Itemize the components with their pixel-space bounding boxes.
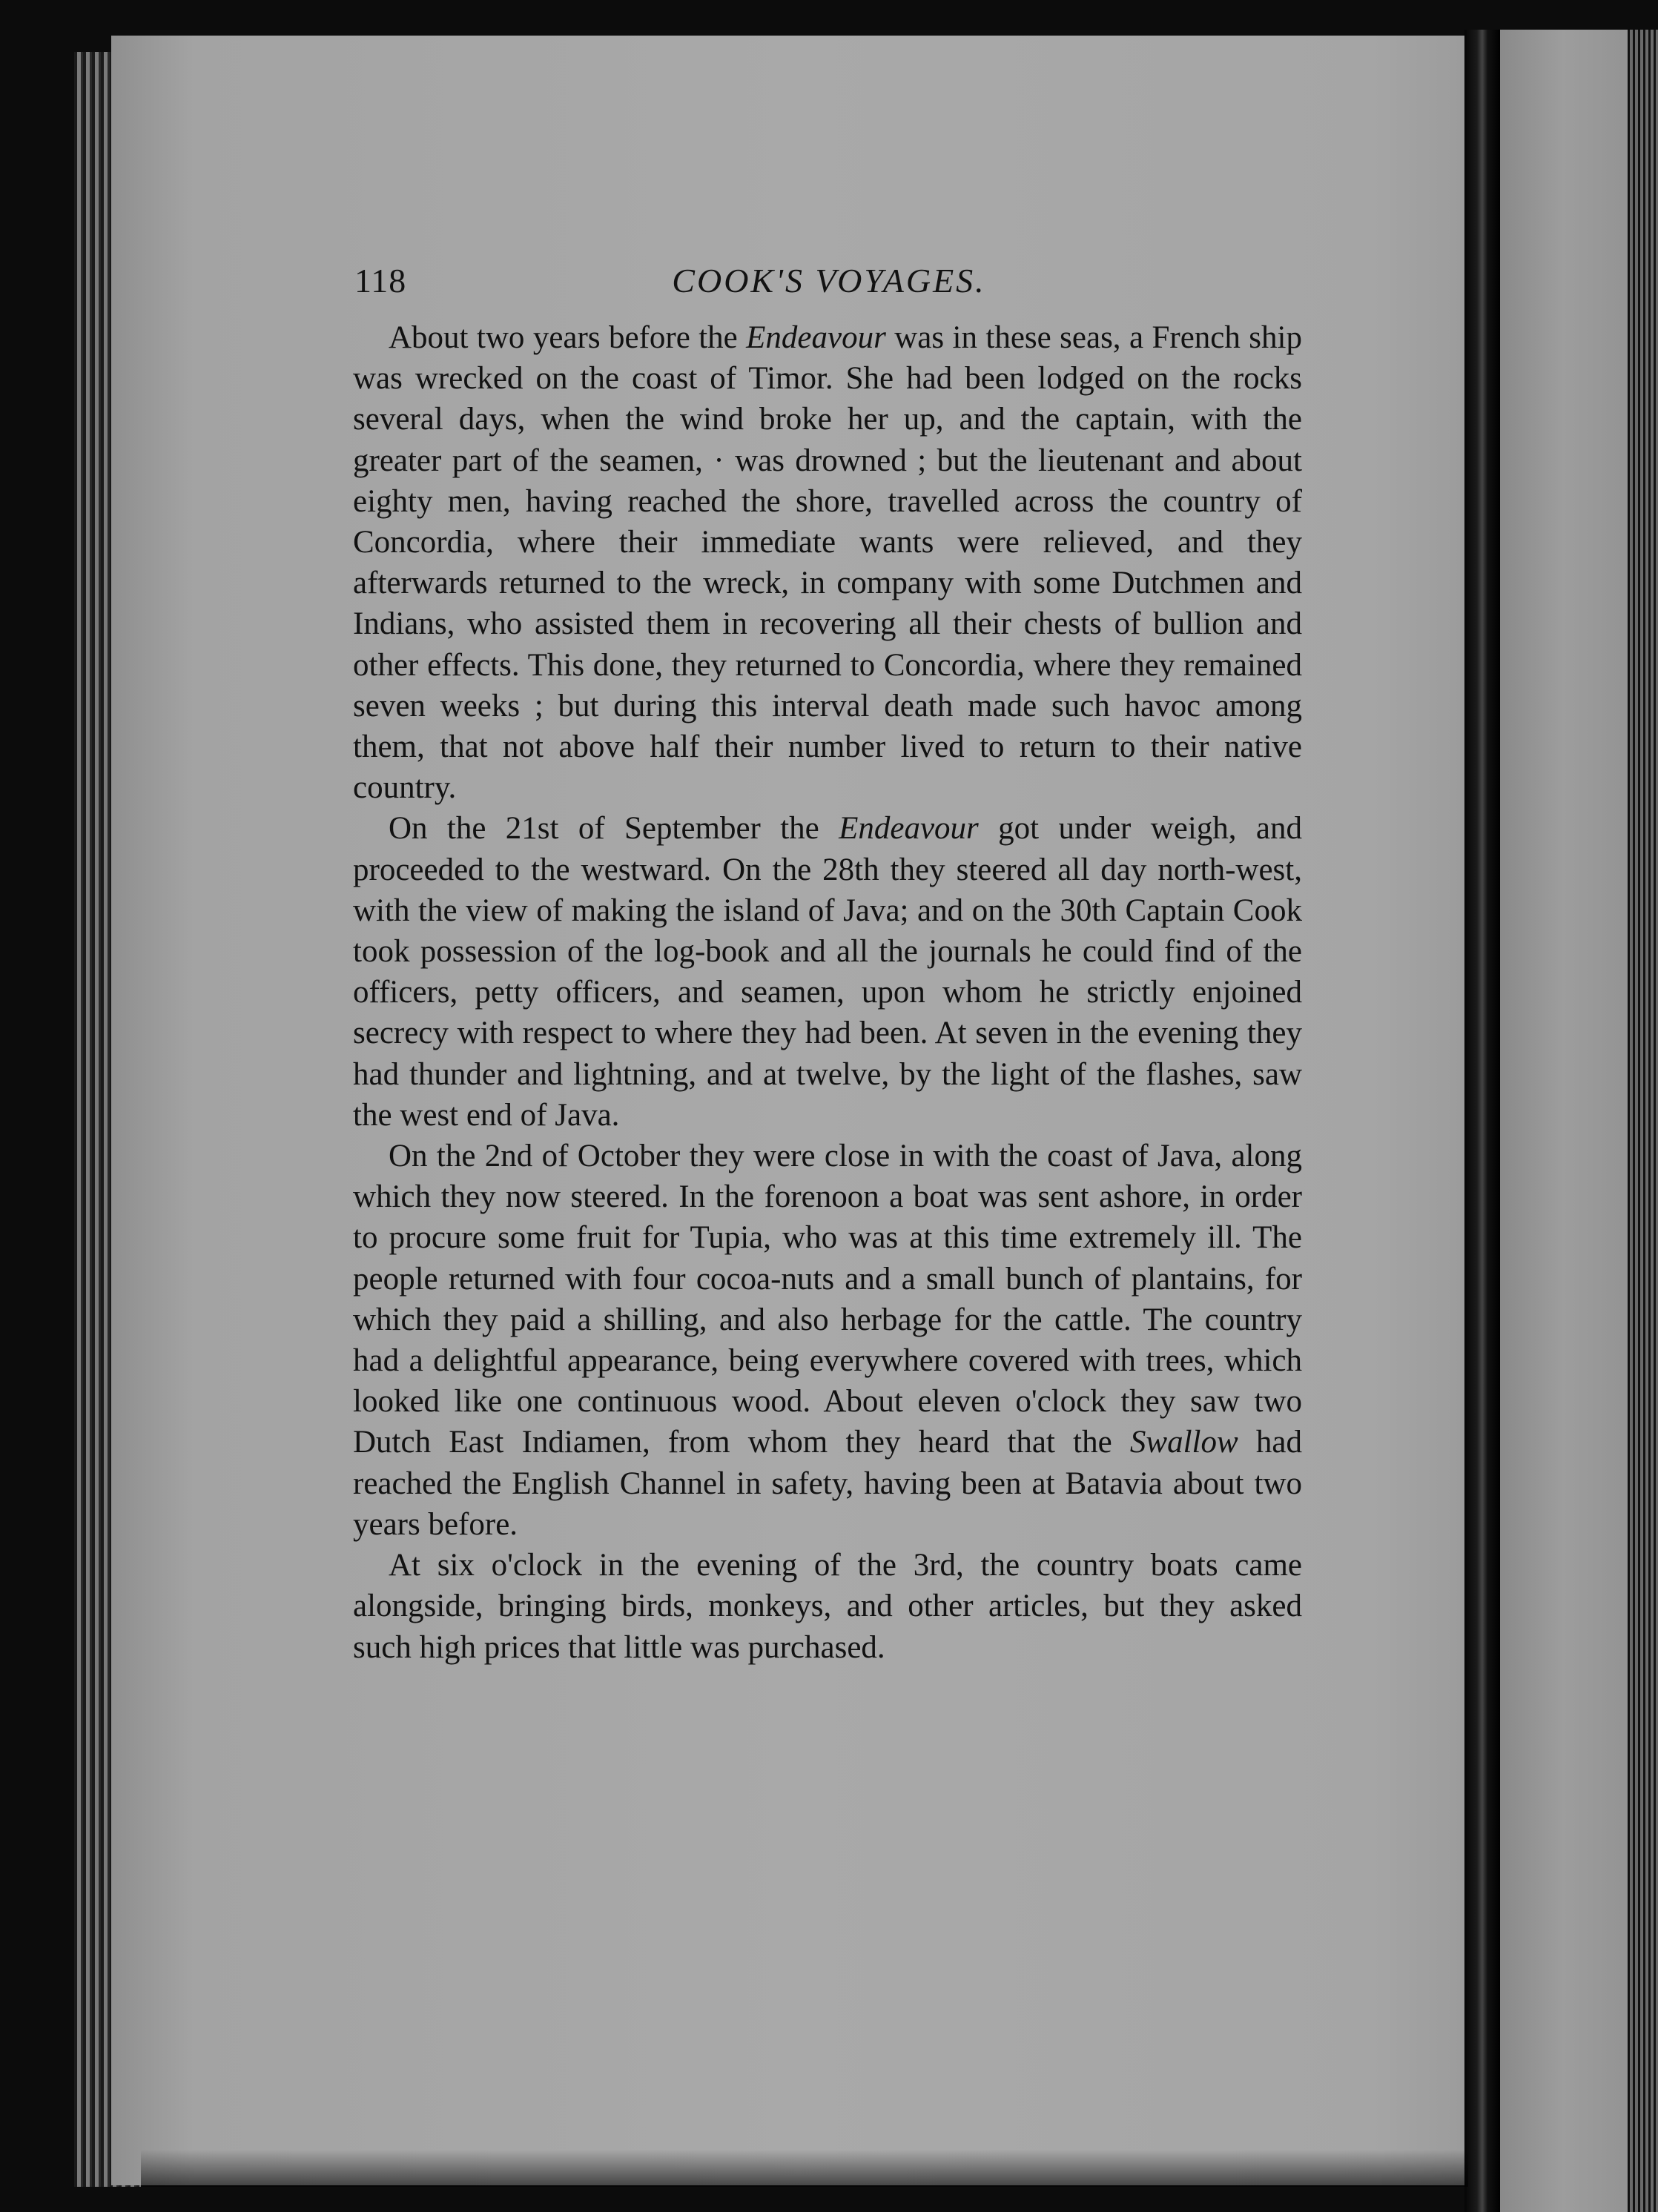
paragraph-text: was in these seas, a French ship was wrecked on the coast of Timor. She had been lodged on the rocks several days, when the wind broke her up, and the captain, with the greater part of the seamen, · was drowned ; but the lieutenant and about eighty men, having reached the shore, travelled across the country of Concordia, where their immediate wants were relieved, and they afterwards returned to the wreck, in company with some Dutchmen and Indians, who assisted them in recovering all their chests of bullion and other effects. This done, they returned to Concordia, where they remained seven weeks ; but during this interval death made such havoc among them, that not above half their number lived to return to their native country.	[353, 320, 1302, 806]
ship-name: Swallow	[1129, 1425, 1238, 1460]
ship-name: Endeavour	[746, 320, 886, 355]
paragraph-text: had reached the English Channel in safety, having been at Batavia about two years before.	[353, 1425, 1302, 1542]
paragraph-text: On the 21st of September the	[389, 811, 839, 847]
page-edges-right	[1628, 30, 1658, 2212]
body-text	[353, 317, 1302, 1668]
paragraph-text: About two years before the	[389, 320, 747, 355]
ship-name: Endeavour	[839, 811, 979, 847]
paragraph-text: At six o'clock in the evening of the 3rd, the country boats came alongside, bringing birds, monkeys, and other articles, but they asked such high prices that little was purchased.	[353, 1548, 1302, 1665]
book-gutter	[1464, 30, 1500, 2212]
page-header	[354, 261, 1304, 305]
paragraph-text: On the 2nd of October they were close in with the coast of Java, along which they now steered. In the forenoon a boat was sent ashore, in order to procure some fruit for Tupia, who was at this time extremely ill. The people returned with four cocoa-nuts and a small bunch of plantains, for which they paid a shilling, and also herbage for the cattle. The country had a delightful appearance, being everywhere covered with trees, which looked like one continuous wood. About eleven o'clock they saw two Dutch East Indiamen, from whom they heard that the	[353, 1139, 1302, 1460]
bottom-shadow	[141, 2150, 1468, 2187]
paragraph	[353, 317, 1302, 808]
page-number: 118	[354, 262, 407, 299]
paragraph	[353, 808, 1302, 1136]
running-head: COOK'S VOYAGES.	[672, 262, 986, 299]
paragraph	[353, 1136, 1302, 1545]
paragraph-text: got under weigh, and proceeded to the westward. On the 28th they steered all day north-west, with the view of making the island of Java; and on the 30th Captain Cook took possession of the log-book and all the journals he could find of the officers, petty officers, and seamen, upon whom he strictly enjoined secrecy with respect to where they had been. At seven in the evening they had thunder and lightning, and at twelve, by the light of the flashes, saw the west end of Java.	[353, 811, 1302, 1133]
paragraph	[353, 1545, 1302, 1668]
